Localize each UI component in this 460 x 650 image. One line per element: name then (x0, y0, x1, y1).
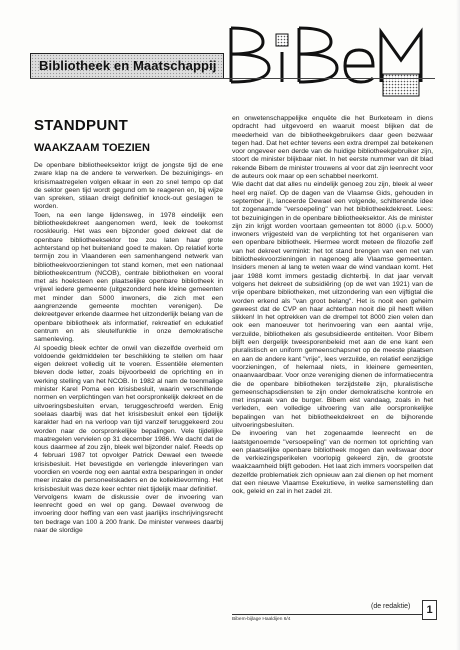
paragraph: en onwetenschappelijke enquête die het Burketeam in diens opdracht had uitgevoerd en waaruit moest blijken dat de meederheid van de bibliotheekgebruikers daar geen bezwaar tegen had. Dat het echter tevens een extra drempel zal betekenen voor ongeveer een derde van de huidige bibliotheekgebruiker zijn, stoort de minister blijkbaar niet. In het eerste nummer van dit blad rekende Bibem de minister trouwens al voor dat zijn leenrecht voor de auteurs ook maar op een schabbel neerkomt. (232, 115, 433, 181)
article-title: WAAKZAAM TOEZIEN (34, 142, 150, 154)
scan-edge (456, 0, 460, 650)
footer-rule (232, 614, 433, 615)
text-column-right (232, 115, 433, 497)
publication-info: Bibem-bijlage Haaldijen 6/4 (232, 617, 291, 622)
paragraph: Al spoedig bleek echter de onwil van diezelfde overheid om voldoende geldmiddelen ter beschikking te stellen om haar eigen dekreet volledig uit te voeren. Essentiële elementen bleven dode letter, zoals bijvoorbeeld de oprichting en in werking stelling van het NCOB. In 1982 al nam de toenmalige minister Karel Poma een krisisbesluit, waarin verschillende normen en verplichtingen van het oorspronkelijk dekreet en de uitvoeringsbesluiten ervan, teruggeschroefd werden. Enig soelaas daarbij was dat het krisisbesluit enkel een tijdelijk karakter had en na verloop van tijd vanzelf teruggekeerd zou worden naar de oorspronkelijke bepalingen. Vele tijdelijke maatregelen vervielen op 31 december 1986. We dacht dat de kous daarmee af zou zijn, bleek wel bijzonder naïef. Reeds op 4 februari 1987 tot opvolger Patrick Dewael een tweede krisisbesluit. Het bevestigde en verlengde inleveringen van voordien en voerde nog een aantal extra besparingen in onder meer inzake de personeelskaders en de kollektievorming. Het krisisbesluit was deze keer echter niet tijdelijk maar definitief. (34, 344, 223, 493)
signature: (de redaktie) (371, 603, 411, 610)
bibem-logo (223, 20, 435, 100)
paragraph: Wie dacht dat dat alles nu eindelijk genoeg zou zijn, bleek al weer heel erg naïef. Op de dagen van de Vlaamse Gids, gehouden in september jl., lanceerde Dewael een volgende, schitterende idee tot zogenaamde "versoepeling" van het bibliotheekdekreet. Lees: tot bezuinigingen in de openbare bibliotheeksektor. Als de minister zijn zin krijgt worden voortaan gemeenten tot 8000 (i.p.v. 5000) inwoners vrijgesteld van de verplichting tot het organiseren van een openbare bibliotheek. Hiermee wordt meteen de filozofie zelf van het dekreet verminkt: het tot stand brengen van een net van bibliotheekvoorzieningen in nagenoeg alle Vlaamse gemeenten. Insiders menen al lang te weten waar de wind vandaan komt. Het jaar 1988 komt immers gestadig dichterbij. In dat jaar vervalt volgens het dekreet de subsidiëring (op de wet van 1921) van de vrije openbare bibliotheken, met uitzondering van een vijftigtal die worden erkend als "van groot belang". Het is nooit een geheim geweest dat de CVP en haar achterban nooit die pil heeft willen slikken! In het optrekken van de drempel tot 8000 zien velen dan ook een manoeuver tot herinvoering van een aantal vrije, verzuilde, bibliotheken als gesubsidieerde entiteiten. Voor Bibem blijft een dergelijk tweesporenbeleid met aan de ene kant een pluralistisch en uniform gemeenschapsnet op de meeste plaatsen en aan de andere kant "vrije", lees verzuilde, en relatief eenzijdige voorzieningen, of helemaal niets, in kleinere gemeenten, onaanvaardbaar. Voor onze vereniging dienen de informatiecentra die de openbare bibliotheken terzijdstelle zijn, pluralistische gemeenschapsdiensten te zijn onder demokratische kontrole en met inspraak van de burger. Bibem eist vandaag, zoals in het verleden, een volledige uitvoering van alle oorspronkelijke bepalingen van het bibliotheekdekreet en de bijhorende uitvoeringsbesluiten. (232, 181, 433, 429)
series-title: Bibliotheek en Maatschappij (39, 58, 217, 73)
text-column-left (34, 162, 223, 535)
header-rule (30, 78, 435, 79)
paragraph: Vervolgens kwam de diskussie over de invoering van leenrecht goed en wel op gang. Dewael overwoog de invoering door heffing van een vast jaarlijks inschrijvingsrecht ten bedrage van 100 à 200 frank. De minister verwees daarbij naar de slordige (34, 493, 223, 535)
series-title-box (30, 53, 224, 79)
section-heading: STANDPUNT (34, 117, 129, 134)
page-number: 1 (422, 600, 437, 620)
logo-graphic (223, 20, 435, 100)
paragraph: De openbare bibliotheeksektor krijgt de jongste tijd de ene zware klap na de andere te verwerken. De bezuinigings- en krisismaatregelen volgen elkaar in een zo snel tempo op dat de sektor geen tijd wordt gegund om te reageren en, bij wijze van spreken, stilaan dreigt definitief knock-out geslagen te worden. (34, 162, 223, 211)
paragraph: De invoering van het zogenaamde leenrecht en de laatstgenoemde "versoepeling" van de normen tot oprichting van een plaatselijke openbare bibliotheek mogen dan wellswaar door de verkiezingsperikelen voorlopig gekeerd zijn, de grootste waakzaamheid blijft geboden. Het laat zich immers voorspellen dat dezelfde problematiek zich opnieuw aan zal dienen op het moment dat een nieuwe Vlaamse Exekutieve, in welke samenstelling dan ook, geleid en zal in het zadel zit. (232, 430, 434, 496)
paragraph: Toen, na een lange lijdensweg, in 1978 eindelijk een bibliotheekdekreet aangenomen werd, leek de toekomst rooskleurig. Het was een bijzonder goed dekreet dat de openbare bibliotheeksektor toe zou laten haar grote achterstand op het buitenland goed te maken. Op relatief korte termijn zou in Vlaanderen een samenhangend netwerk van bibliotheekvoorzieningen tot stand komen, met een nationaal bibliotheekcentrum (NCOB), centrale bibliotheken en vooral met als hoeksteen een plaatselijke openbare bibliotheek in vrijwel iedere gemeente (uitgezonderd hele kleine gemeenten met minder dan 5000 inwoners, die zich met een aangrenzende gemeente mochten verenigen). De dekreetgever erkende daarmee het uitzonderlijk belang van de openbare bibliotheek als informatief, rekreatief en edukatief centrum en als sleutelfunktie in onze demokratische samenleving. (34, 211, 223, 344)
